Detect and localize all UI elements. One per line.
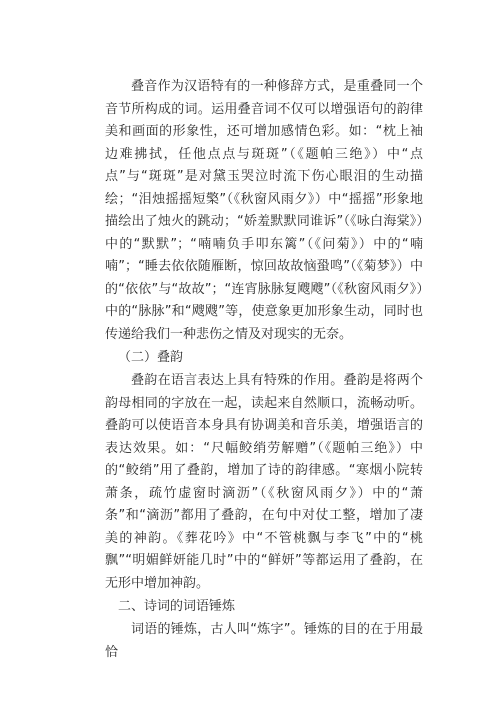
paragraph-rhyme: 叠韵在语言表达上具有特殊的作用。叠韵是将两个韵母相同的字放在一起，读起来自然顺口，流畅动听。叠韵可以使语音本身具有协调美和音乐美，增强语言的表达效果。如：“尺幅鲛绡劳解赠”（《题帕三绝》）中的“鲛绡”用了叠韵，增加了诗的韵律感。“寒烟小院转萧条，疏竹虚窗时滴沥”（《秋窗风雨夕》）中的“萧条”和“滴沥”都用了叠韵，在句中对仗工整，增加了凄美的神韵。《葬花吟》中“不管桃飘与李飞”中的“桃飘”“明媚鲜妍能几时”中的“鲜妍”等都运用了叠韵，在无形中增加神韵。 [105, 373, 423, 591]
section-heading-rhyme: （二）叠韵 [118, 350, 184, 365]
section-heading-word-refinement: 二、诗词的词语锤炼 [118, 599, 236, 614]
paragraph-reduplication: 叠音作为汉语特有的一种修辞方式，是重叠同一个音节所构成的词。运用叠音词不仅可以增强语句的韵律美和画面的形象性，还可增加感情色彩。如：“枕上袖边难拂拭，任他点点与斑斑”（《题帕三绝》）中“点点”与“斑斑”是对黛玉哭泣时流下伤心眼泪的生动描绘；“泪烛摇摇短檠”（《秋窗风雨夕》）中“摇摇”形象地描绘出了烛火的跳动；“娇羞默默同谁诉”（《咏白海棠》）中的“默默”；“喃喃负手叩东篱”（《问菊》）中的“喃喃”；“睡去依依随雁断，惊回故故恼蛩鸣”（《菊梦》）中的“依依”与“故故”；“连宵脉脉复飕飕”（《秋窗风雨夕》）中的“脉脉”和“飕飕”等，使意象更加形象生动，同时也传递给我们一种悲伤之情及对现实的无奈。 [105, 79, 423, 342]
paragraph-word-refinement: 词语的锤炼，古人叫“炼字”。锤炼的目的在于用最恰 [105, 622, 423, 660]
